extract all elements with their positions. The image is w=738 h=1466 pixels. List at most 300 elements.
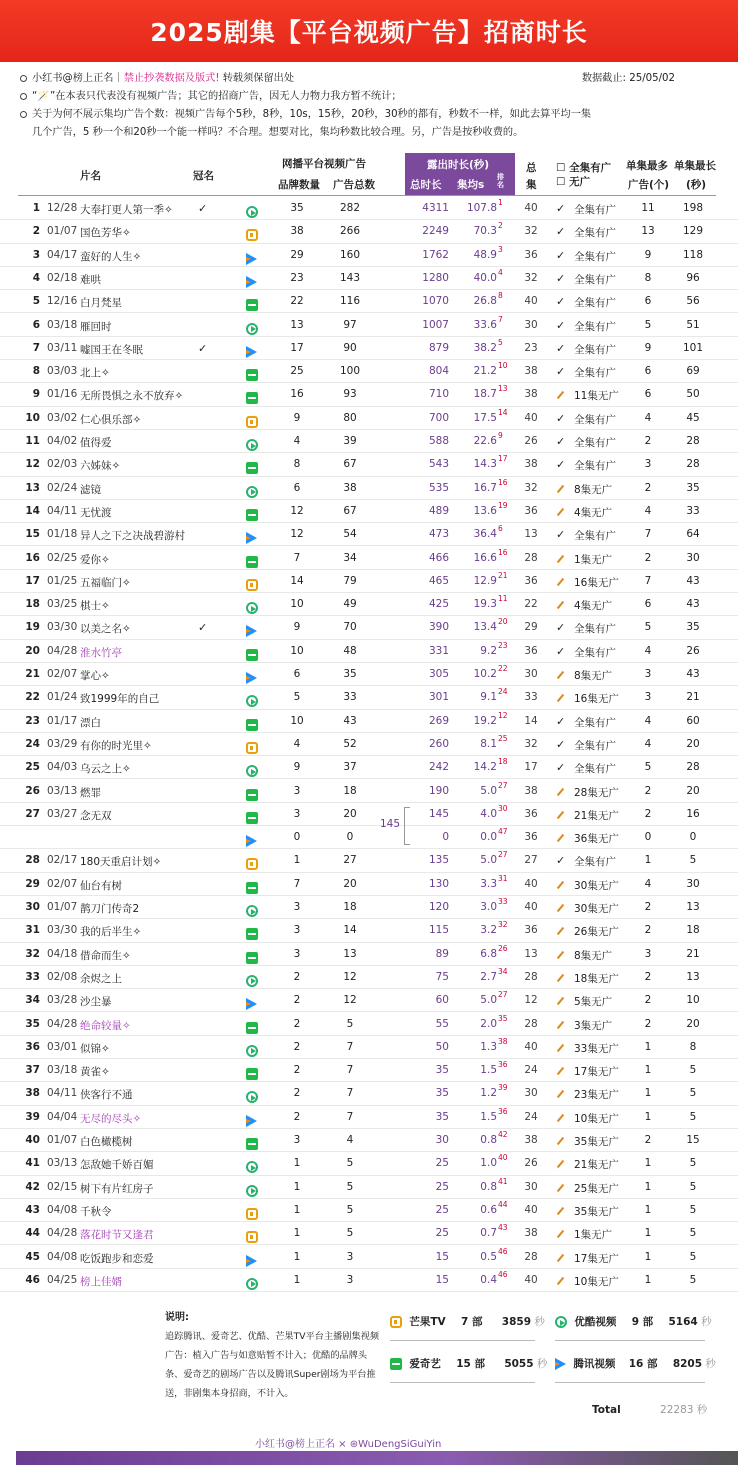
row-number: 25 <box>25 761 40 774</box>
show-name: 树下有片红房子 <box>80 1182 154 1195</box>
wand-icon <box>556 785 569 798</box>
brand-count: 29 <box>290 248 304 261</box>
episode-count: 32 <box>524 481 538 494</box>
platform-cell <box>246 201 260 215</box>
status-all-header: ☐ 全集有广 <box>556 162 612 174</box>
ad-total: 5 <box>346 1157 354 1170</box>
max-ad-length: 28 <box>686 761 700 774</box>
episode-count: 40 <box>524 1040 538 1053</box>
avg-seconds: 22.6 <box>473 435 497 447</box>
episode-count: 29 <box>524 621 538 634</box>
iqiyi-icon <box>246 719 258 731</box>
row-number: 6 <box>32 318 40 331</box>
ad-total: 13 <box>343 947 357 960</box>
rank-number: 46 <box>498 1246 508 1256</box>
row-number: 41 <box>25 1157 40 1170</box>
bullet-icon <box>20 111 27 118</box>
wand-icon <box>556 552 569 565</box>
total-seconds: 879 <box>428 341 449 354</box>
max-ad-count: 1 <box>644 1087 652 1100</box>
rank-number: 6 <box>498 524 503 534</box>
max-ad-length: 28 <box>686 435 700 447</box>
brand-count: 6 <box>293 481 301 494</box>
rank-number: 20 <box>498 617 508 627</box>
show-name: 似锦✧ <box>80 1042 110 1055</box>
total-seconds: 145 <box>428 807 449 820</box>
release-date: 03/30 <box>47 621 78 634</box>
check-icon: ✓ <box>556 365 566 379</box>
episode-count: 36 <box>524 504 538 517</box>
wand-icon <box>556 831 569 844</box>
max-length-header-2: (秒) <box>686 179 707 191</box>
avg-seconds: 14.2 <box>473 761 497 774</box>
episodes-header: 总 <box>526 162 537 174</box>
rank-number: 3 <box>498 244 503 254</box>
iqiyi-icon <box>246 882 258 894</box>
check-icon: ✓ <box>556 737 566 751</box>
release-date: 01/24 <box>47 691 78 704</box>
ad-total: 14 <box>343 924 357 937</box>
max-ad-count: 5 <box>644 761 652 774</box>
ad-status: 36集无广 <box>574 833 619 846</box>
platform-cell <box>246 364 260 378</box>
max-ad-count: 0 <box>644 831 652 844</box>
ad-status: 全集有广 <box>574 343 616 356</box>
ad-status: 21集无广 <box>574 1159 619 1172</box>
episode-count: 30 <box>524 318 538 331</box>
iqiyi-icon <box>246 299 258 311</box>
brand-count: 3 <box>293 807 301 820</box>
max-ad-length: 56 <box>686 295 700 308</box>
episode-count: 40 <box>524 295 538 308</box>
ad-status: 全集有广 <box>574 739 616 752</box>
rank-number: 34 <box>498 966 508 976</box>
total-seconds: 55 <box>435 1017 449 1030</box>
table-row <box>0 1176 738 1199</box>
max-ad-count: 1 <box>644 1227 652 1240</box>
table-row <box>0 500 738 523</box>
rank-number: 2 <box>498 221 503 231</box>
youku-icon <box>246 695 258 707</box>
brand-count: 3 <box>293 784 301 797</box>
check-icon: ✓ <box>556 411 566 425</box>
show-name: 榜上佳婿 <box>80 1275 122 1288</box>
wand-icon <box>556 808 569 821</box>
max-ad-length: 5 <box>689 1273 697 1286</box>
table-row <box>0 1199 738 1222</box>
youku-icon <box>246 765 258 777</box>
check-icon: ✓ <box>556 248 566 262</box>
tencent-video-icon <box>246 346 257 358</box>
max-ad-count: 2 <box>644 924 652 937</box>
table-row <box>0 267 738 290</box>
tencent-video-icon <box>246 998 257 1010</box>
total-length-header: 总时长 <box>410 179 442 191</box>
total-seconds: 0 <box>442 831 449 844</box>
status-none-header: ☐ 无广 <box>556 176 591 188</box>
avg-seconds: 3.0 <box>480 901 497 913</box>
ad-total: 4 <box>346 1134 354 1146</box>
release-date: 01/18 <box>47 528 78 541</box>
row-number: 36 <box>25 1040 40 1053</box>
row-number: 35 <box>25 1017 40 1030</box>
episode-count: 30 <box>524 1180 538 1193</box>
total-seconds: 1280 <box>422 271 449 284</box>
iqiyi-icon <box>246 812 258 824</box>
rank-number: 12 <box>498 710 508 720</box>
ad-total: 97 <box>343 318 357 331</box>
iqiyi-icon <box>246 462 258 474</box>
row-number: 5 <box>32 295 40 308</box>
avg-seconds: 10.2 <box>473 668 497 680</box>
brand-count: 2 <box>293 1064 301 1077</box>
platform-cell <box>246 1110 260 1124</box>
avg-seconds: 0.5 <box>480 1250 497 1263</box>
ad-status: 全集有广 <box>574 530 616 543</box>
avg-seconds: 21.2 <box>473 365 497 378</box>
avg-episode-header: 集均s <box>457 179 485 191</box>
episode-count: 36 <box>524 248 538 261</box>
table-row <box>0 1129 738 1152</box>
release-date: 04/28 <box>47 644 78 657</box>
max-ad-length: 101 <box>682 341 704 354</box>
wand-icon <box>556 901 569 914</box>
ad-total: 160 <box>339 248 361 261</box>
table-row <box>0 1036 738 1059</box>
youku-icon <box>246 486 258 498</box>
episode-count: 36 <box>524 644 538 657</box>
youku-seconds: 5164 <box>668 1316 698 1328</box>
max-ad-length: 43 <box>686 574 700 587</box>
tencent-video-icon <box>246 276 257 288</box>
show-name: 漂白 <box>80 716 101 729</box>
max-ad-length: 96 <box>686 271 700 284</box>
max-ad-count: 2 <box>644 901 652 913</box>
max-ad-length: 13 <box>686 970 700 983</box>
total-seconds: 466 <box>428 551 449 564</box>
brand-count: 2 <box>293 970 301 983</box>
release-date: 03/29 <box>47 737 78 750</box>
max-ad-length: 50 <box>686 388 700 401</box>
max-ad-length: 43 <box>686 598 700 611</box>
max-ad-count: 1 <box>644 1110 652 1123</box>
total-seconds: 588 <box>428 435 449 447</box>
note-text: 几个广告，5 秒一个和20秒一个能一样吗？不合理。想要对比，集均秒数比较合理。另，广告是按秒收费的。 <box>32 127 524 138</box>
crown-header: 冠名 <box>193 170 214 182</box>
ad-status: 18集无广 <box>574 972 619 985</box>
total-seconds: 425 <box>428 598 449 611</box>
avg-seconds: 3.2 <box>480 924 497 937</box>
brand-count: 7 <box>293 551 301 564</box>
ad-status: 11集无广 <box>574 390 619 403</box>
release-date: 04/25 <box>47 1273 78 1286</box>
youku-icon <box>555 1316 567 1328</box>
ad-total: 5 <box>346 1180 354 1193</box>
avg-seconds: 2.7 <box>480 970 497 983</box>
brand-count: 10 <box>290 644 304 657</box>
show-name: 有你的时光里✧ <box>80 739 152 752</box>
max-ad-length: 5 <box>689 1250 697 1263</box>
show-name: 掌心✧ <box>80 670 110 682</box>
check-icon: ✓ <box>556 295 566 309</box>
avg-seconds: 19.3 <box>473 598 497 611</box>
table-row <box>0 547 738 570</box>
max-ad-count: 1 <box>644 854 652 867</box>
brand-count: 12 <box>290 528 304 541</box>
platform-cell <box>246 294 260 308</box>
ad-status: 17集无广 <box>574 1066 619 1079</box>
max-ad-length: 30 <box>686 877 700 890</box>
ad-status: 10集无广 <box>574 1275 619 1288</box>
table-header <box>0 150 738 196</box>
release-date: 04/11 <box>47 1087 78 1100</box>
table-row <box>0 686 738 709</box>
avg-seconds: 19.2 <box>473 714 497 727</box>
avg-seconds: 38.2 <box>473 341 497 354</box>
row-number: 21 <box>25 668 40 680</box>
rank-header: 排名 <box>497 173 504 189</box>
max-ad-length: 118 <box>682 248 704 261</box>
ad-total: 18 <box>343 784 357 797</box>
youku-icon <box>246 439 258 451</box>
total-seconds: 242 <box>428 761 449 774</box>
episode-count: 32 <box>524 737 538 750</box>
bullet-icon <box>20 93 27 100</box>
note-warning: 禁止抄袭数据及版式! <box>123 73 220 84</box>
wand-icon <box>556 1157 569 1170</box>
tencent-video-icon <box>246 625 257 637</box>
platform-cell <box>246 1156 260 1170</box>
row-number: 32 <box>25 947 40 960</box>
max-ad-count: 2 <box>644 1134 652 1146</box>
mango-count: 7 部 <box>460 1316 483 1328</box>
avg-seconds: 70.3 <box>473 225 497 238</box>
max-ad-count: 1 <box>644 1250 652 1263</box>
platform-cell <box>246 1063 260 1077</box>
ad-total: 266 <box>339 225 361 238</box>
show-name: 仙台有树 <box>80 879 122 892</box>
ad-total: 3 <box>346 1250 354 1263</box>
episode-count: 26 <box>524 435 538 447</box>
show-name: 滤镜 <box>80 483 101 496</box>
release-date: 01/07 <box>47 1134 78 1146</box>
total-seconds: 89 <box>435 947 449 960</box>
table-row <box>0 989 738 1012</box>
table-row <box>0 1059 738 1082</box>
ad-status: 17集无广 <box>574 1252 619 1265</box>
release-date: 02/15 <box>47 1180 78 1193</box>
footer-note <box>165 1308 383 1403</box>
show-name: 淮水竹亭 <box>80 646 122 659</box>
max-ad-count: 1 <box>644 1064 652 1077</box>
table-row <box>0 873 738 896</box>
brand-count: 1 <box>293 854 301 867</box>
max-ad-length: 13 <box>686 901 700 913</box>
rank-number: 14 <box>498 407 508 417</box>
max-ad-count: 4 <box>644 877 652 890</box>
rank-number: 27 <box>498 780 508 790</box>
episode-count: 36 <box>524 924 538 937</box>
ad-status: 26集无广 <box>574 926 619 939</box>
rank-number: 33 <box>498 897 508 906</box>
max-ad-count: 2 <box>644 784 652 797</box>
seconds-unit: 秒 <box>534 1316 545 1328</box>
ad-status: 23集无广 <box>574 1089 619 1102</box>
max-ad-count: 7 <box>644 574 652 587</box>
max-ad-length: 20 <box>686 1017 700 1030</box>
mango-tv-icon <box>246 742 258 754</box>
rank-number: 17 <box>498 454 508 464</box>
release-date: 03/02 <box>47 411 78 424</box>
max-ad-length: 18 <box>686 924 700 937</box>
youku-name: 优酷视频 <box>574 1316 617 1328</box>
youku-icon <box>246 1161 258 1173</box>
max-ad-length: 64 <box>686 528 700 541</box>
show-name: 沙尘暴 <box>80 996 112 1009</box>
platform-cell <box>246 807 260 821</box>
ad-status: 1集无广 <box>574 1229 613 1242</box>
max-ad-length: 69 <box>686 365 700 378</box>
rank-number: 1 <box>498 198 503 207</box>
total-seconds: 390 <box>428 621 449 634</box>
max-ad-count: 4 <box>644 644 652 657</box>
wand-icon <box>556 1087 569 1100</box>
show-name: 五福临门✧ <box>80 576 131 589</box>
platform-cell <box>246 248 260 262</box>
max-ad-length: 0 <box>689 831 697 844</box>
max-ad-length: 10 <box>686 994 700 1007</box>
ad-status: 16集无广 <box>574 693 619 706</box>
avg-seconds: 1.5 <box>480 1110 497 1123</box>
show-name: 借命而生✧ <box>80 949 131 962</box>
release-date: 02/03 <box>47 458 78 471</box>
ad-total: 37 <box>343 761 357 774</box>
table-row <box>0 383 738 406</box>
total-seconds: 115 <box>428 924 449 937</box>
max-ad-count: 4 <box>644 411 652 424</box>
brand-count: 1 <box>293 1180 301 1193</box>
avg-seconds: 8.1 <box>480 737 497 750</box>
platform-cell <box>246 551 260 565</box>
table-row <box>0 407 738 430</box>
release-date: 12/16 <box>47 295 78 308</box>
episode-count: 22 <box>524 598 538 611</box>
tencent-video-icon <box>246 253 257 265</box>
max-ad-count: 3 <box>644 458 652 471</box>
avg-seconds: 13.4 <box>473 621 497 634</box>
brand-count: 8 <box>293 458 301 471</box>
tencent-video-icon <box>246 1115 257 1127</box>
platform-cell <box>246 993 260 1007</box>
mango-tv-icon <box>246 416 258 428</box>
platform-cell <box>246 644 260 658</box>
avg-seconds: 36.4 <box>473 528 497 541</box>
table-row <box>0 733 738 756</box>
rank-number: 11 <box>498 594 508 604</box>
combined-total: 145 <box>380 817 401 830</box>
total-seconds: 473 <box>428 528 449 541</box>
row-number: 20 <box>25 644 40 657</box>
show-name: 国色芳华✧ <box>80 227 131 240</box>
check-icon: ✓ <box>556 528 566 542</box>
max-ad-length: 60 <box>686 714 700 727</box>
seconds-unit: 秒 <box>705 1358 716 1370</box>
platform-cell <box>246 504 260 518</box>
rank-number: 38 <box>498 1036 508 1046</box>
footer-divider <box>390 1340 535 1341</box>
show-name: 异人之下之决战碧游村 <box>80 530 185 543</box>
rank-number: 10 <box>498 361 508 371</box>
platform-cell <box>246 527 260 541</box>
name-header: 片名 <box>80 170 101 182</box>
platform-cell <box>246 947 260 961</box>
iqiyi-icon <box>246 928 258 940</box>
episode-count: 36 <box>524 574 538 587</box>
wand-icon <box>556 1018 569 1031</box>
rank-number: 22 <box>498 664 508 673</box>
show-name: 乌云之上✧ <box>80 763 131 776</box>
total-seconds: 75 <box>435 970 449 983</box>
ad-total: 70 <box>343 621 357 634</box>
brand-count: 2 <box>293 1040 301 1053</box>
rank-number: 41 <box>498 1176 508 1186</box>
release-date: 03/25 <box>47 598 78 611</box>
brand-count: 2 <box>293 1017 301 1030</box>
platform-cell <box>246 481 260 495</box>
show-name: 念无双 <box>80 809 112 822</box>
episode-count: 40 <box>524 1203 538 1216</box>
wand-icon <box>556 388 569 401</box>
brand-count: 3 <box>293 901 301 913</box>
show-name: 雁回时 <box>80 320 112 333</box>
purple-bar <box>16 1451 738 1465</box>
max-ad-count: 3 <box>644 947 652 960</box>
summary-tencent <box>555 1356 716 1371</box>
max-ad-count: 1 <box>644 1157 652 1170</box>
max-ad-length: 129 <box>682 225 704 238</box>
table-row <box>0 1246 738 1269</box>
ad-status: 10集无广 <box>574 1112 619 1125</box>
ad-total: 7 <box>346 1064 354 1077</box>
total-seconds: 25 <box>435 1227 449 1240</box>
check-icon: ✓ <box>556 435 566 448</box>
max-ad-count: 13 <box>641 225 655 238</box>
check-icon: ✓ <box>556 225 566 239</box>
episode-count: 27 <box>524 854 538 867</box>
ad-total: 5 <box>346 1203 354 1216</box>
wand-icon <box>556 598 569 611</box>
table-row <box>0 593 738 616</box>
episode-count: 38 <box>524 365 538 378</box>
wand-icon <box>556 1134 569 1147</box>
total-seconds: 35 <box>435 1087 449 1100</box>
max-ad-length: 5 <box>689 1110 697 1123</box>
release-date: 12/28 <box>47 202 78 214</box>
check-icon: ✓ <box>556 854 566 868</box>
table-row <box>0 919 738 942</box>
platform-cell <box>246 923 260 937</box>
wand-icon <box>556 878 569 891</box>
release-date: 03/11 <box>47 341 78 354</box>
wand-icon <box>556 924 569 937</box>
episode-count: 14 <box>524 714 538 727</box>
platform-cell <box>246 574 260 588</box>
release-date: 01/16 <box>47 388 78 401</box>
release-date: 04/08 <box>47 1203 78 1216</box>
ad-total: 7 <box>346 1087 354 1100</box>
total-seconds: 25 <box>435 1157 449 1170</box>
max-ad-count: 2 <box>644 970 652 983</box>
